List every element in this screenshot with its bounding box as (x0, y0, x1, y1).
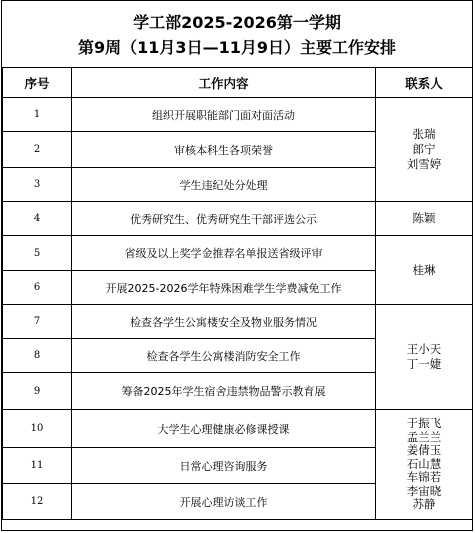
contact-cell (376, 236, 473, 305)
contact-name: 张瑞 (412, 127, 436, 141)
table-row (3, 202, 473, 236)
contact-name: 于振飞 (406, 416, 442, 431)
contact-name: 车锦若 (406, 470, 442, 485)
row-number: 9 (3, 373, 72, 410)
row-task: 开展心理访谈工作 (72, 484, 376, 520)
sheet-title: 学工部2025-2026第一学期 (133, 13, 341, 32)
row-task: 省级及以上奖学金推荐名单报送省级评审 (72, 236, 376, 271)
contact-name: 苏静 (412, 497, 436, 512)
contact-cell (376, 305, 473, 410)
row-task: 检查各学生公寓楼安全及物业服务情况 (72, 305, 376, 339)
table-row (3, 410, 473, 448)
row-task: 检查各学生公寓楼消防安全工作 (72, 339, 376, 373)
row-task: 组织开展职能部门面对面活动 (72, 98, 376, 132)
row-task: 日常心理咨询服务 (72, 448, 376, 484)
row-number: 7 (3, 305, 72, 339)
contact-name: 孟兰兰 (406, 429, 442, 444)
contact-name: 郎宁 (412, 142, 436, 156)
row-number: 10 (3, 410, 72, 448)
contact-name: 李宙晓 (406, 483, 442, 498)
contact-cell (376, 98, 473, 202)
row-number: 2 (3, 132, 72, 168)
contact-name: 姜倩玉 (406, 443, 442, 458)
row-number: 8 (3, 339, 72, 373)
sheet-subtitle: 第9周（11月3日—11月9日）主要工作安排 (78, 38, 396, 57)
contact-name: 王小天 (406, 342, 442, 356)
row-task: 大学生心理健康必修课授课 (72, 410, 376, 448)
row-task: 筹备2025年学生宿舍违禁物品警示教育展 (72, 373, 376, 410)
contact-cell (376, 202, 473, 236)
table-row (3, 236, 473, 271)
row-task: 学生违纪处分处理 (72, 168, 376, 202)
row-number: 5 (3, 236, 72, 271)
contact-name: 陈颖 (412, 211, 436, 225)
contact-name: 桂琳 (412, 262, 436, 277)
row-task: 开展2025-2026学年特殊困难学生学费减免工作 (72, 271, 376, 305)
row-number: 1 (3, 98, 72, 132)
table-row (3, 98, 473, 132)
header-no: 序号 (3, 68, 72, 98)
row-task: 优秀研究生、优秀研究生干部评选公示 (72, 202, 376, 236)
row-number: 6 (3, 271, 72, 305)
row-number: 12 (3, 484, 72, 520)
row-number: 11 (3, 448, 72, 484)
table-row (3, 305, 473, 339)
contact-name: 丁一婕 (406, 357, 442, 371)
row-number: 4 (3, 202, 72, 236)
contact-name: 刘雪婷 (406, 157, 442, 171)
header-task: 工作内容 (72, 68, 376, 98)
contact-cell (376, 410, 473, 520)
row-number: 3 (3, 168, 72, 202)
header-row (3, 68, 473, 98)
header-contact: 联系人 (376, 68, 473, 98)
contact-name: 石山慧 (406, 456, 442, 471)
row-task: 审核本科生各项荣誉 (72, 132, 376, 168)
schedule-sheet (1, 0, 473, 531)
work-schedule-table (2, 67, 473, 520)
